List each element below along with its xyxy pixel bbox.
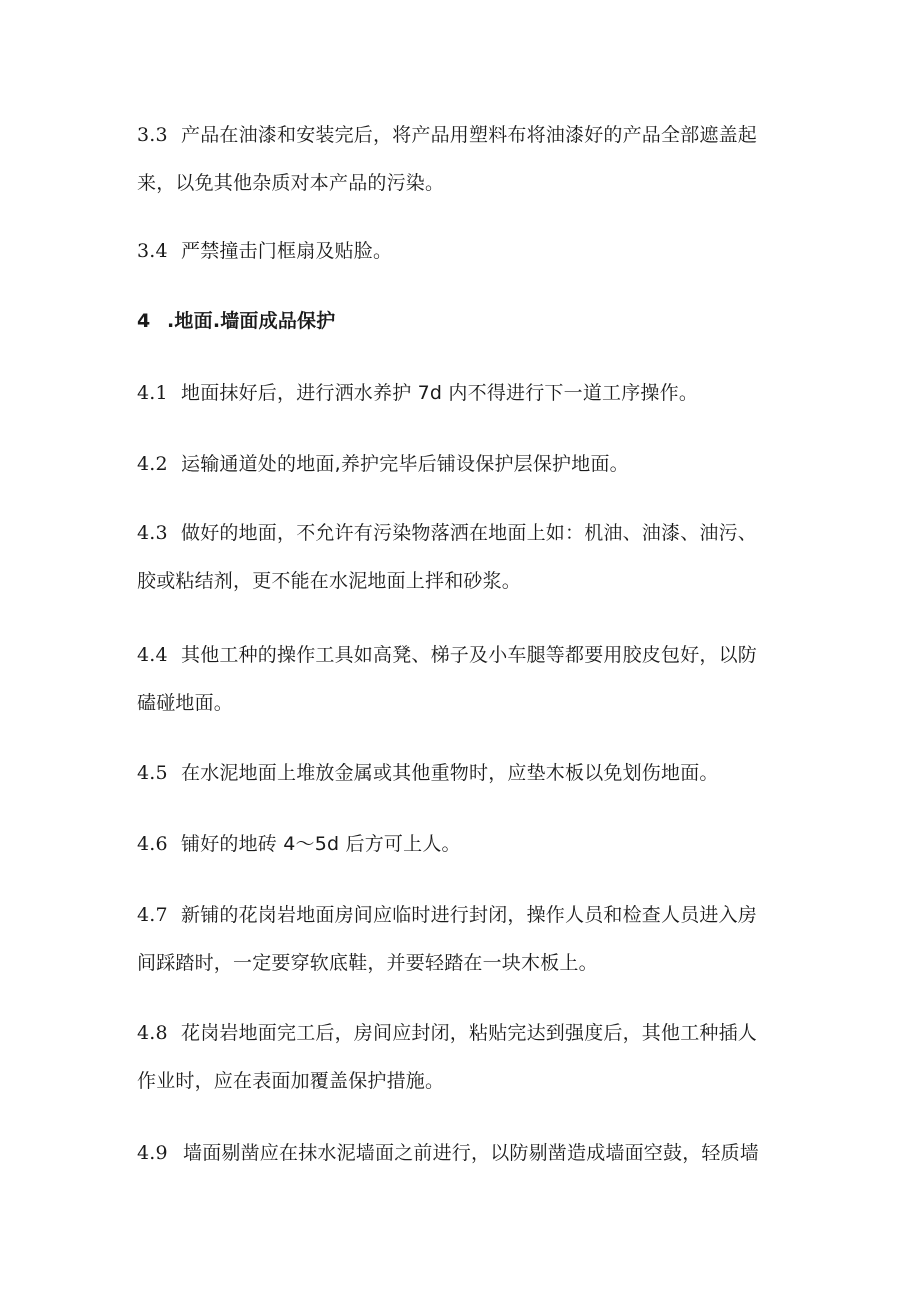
heading-text: .地面.墙面成品保护 <box>167 310 336 332</box>
item-number: 4.1 <box>137 382 168 404</box>
item-text-continued: 磕碰地面。 <box>137 692 234 714</box>
item-text: 严禁撞击门框扇及贴脸。 <box>181 240 393 262</box>
item-4-8-line-2 <box>137 1068 444 1094</box>
item-3-3-line-1 <box>137 122 757 148</box>
item-4-7-line-2 <box>137 950 598 976</box>
item-text: 做好的地面，不允许有污染物落洒在地面上如：机油、油漆、油污、 <box>181 522 758 544</box>
item-number: 4.6 <box>137 833 168 855</box>
item-text-continued: 间踩踏时，一定要穿软底鞋，并要轻踏在一块木板上。 <box>137 952 598 974</box>
item-text: 在水泥地面上堆放金属或其他重物时，应垫木板以免划伤地面。 <box>181 762 719 784</box>
item-number: 4.9 <box>137 1142 168 1164</box>
item-text: 新铺的花岗岩地面房间应临时进行封闭，操作人员和检查人员进入房 <box>181 904 758 926</box>
item-3-3-line-2 <box>137 170 444 196</box>
item-number: 4.5 <box>137 762 168 784</box>
item-4-2 <box>137 451 629 477</box>
item-text: 铺好的地砖 4～5d 后方可上人。 <box>181 833 461 855</box>
item-4-4-line-1 <box>137 642 757 668</box>
item-text: 其他工种的操作工具如高凳、梯子及小车腿等都要用胶皮包好，以防 <box>181 644 758 666</box>
item-4-3-line-1 <box>137 520 757 546</box>
item-4-5 <box>137 760 719 786</box>
item-4-3-line-2 <box>137 568 521 594</box>
item-4-6 <box>137 831 461 857</box>
item-4-8-line-1 <box>137 1020 757 1046</box>
item-text: 运输通道处的地面,养护完毕后铺设保护层保护地面。 <box>181 453 629 475</box>
item-text: 地面抹好后，进行洒水养护 7d 内不得进行下一道工序操作。 <box>181 382 699 404</box>
section-heading-4 <box>137 308 335 334</box>
item-number: 3.4 <box>137 240 168 262</box>
item-text-continued: 作业时，应在表面加覆盖保护措施。 <box>137 1070 445 1092</box>
item-number: 4.8 <box>137 1022 168 1044</box>
item-text: 墙面剔凿应在抹水泥墙面之前进行，以防剔凿造成墙面空鼓，轻质墙 <box>183 1142 760 1164</box>
item-number: 3.3 <box>137 124 168 146</box>
item-text-continued: 胶或粘结剂，更不能在水泥地面上拌和砂浆。 <box>137 570 522 592</box>
item-number: 4.7 <box>137 904 168 926</box>
item-4-4-line-2 <box>137 690 233 716</box>
item-text: 产品在油漆和安装完后，将产品用塑料布将油漆好的产品全部遮盖起 <box>181 124 758 146</box>
item-3-4 <box>137 238 392 264</box>
heading-number: 4 <box>137 310 151 332</box>
item-text: 花岗岩地面完工后，房间应封闭，粘贴完达到强度后，其他工种插人 <box>181 1022 758 1044</box>
item-4-9-line-1 <box>137 1140 759 1166</box>
item-4-7-line-1 <box>137 902 757 928</box>
item-number: 4.4 <box>137 644 168 666</box>
item-number: 4.2 <box>137 453 168 475</box>
item-4-1 <box>137 380 698 406</box>
item-number: 4.3 <box>137 522 168 544</box>
item-text-continued: 来，以免其他杂质对本产品的污染。 <box>137 172 445 194</box>
